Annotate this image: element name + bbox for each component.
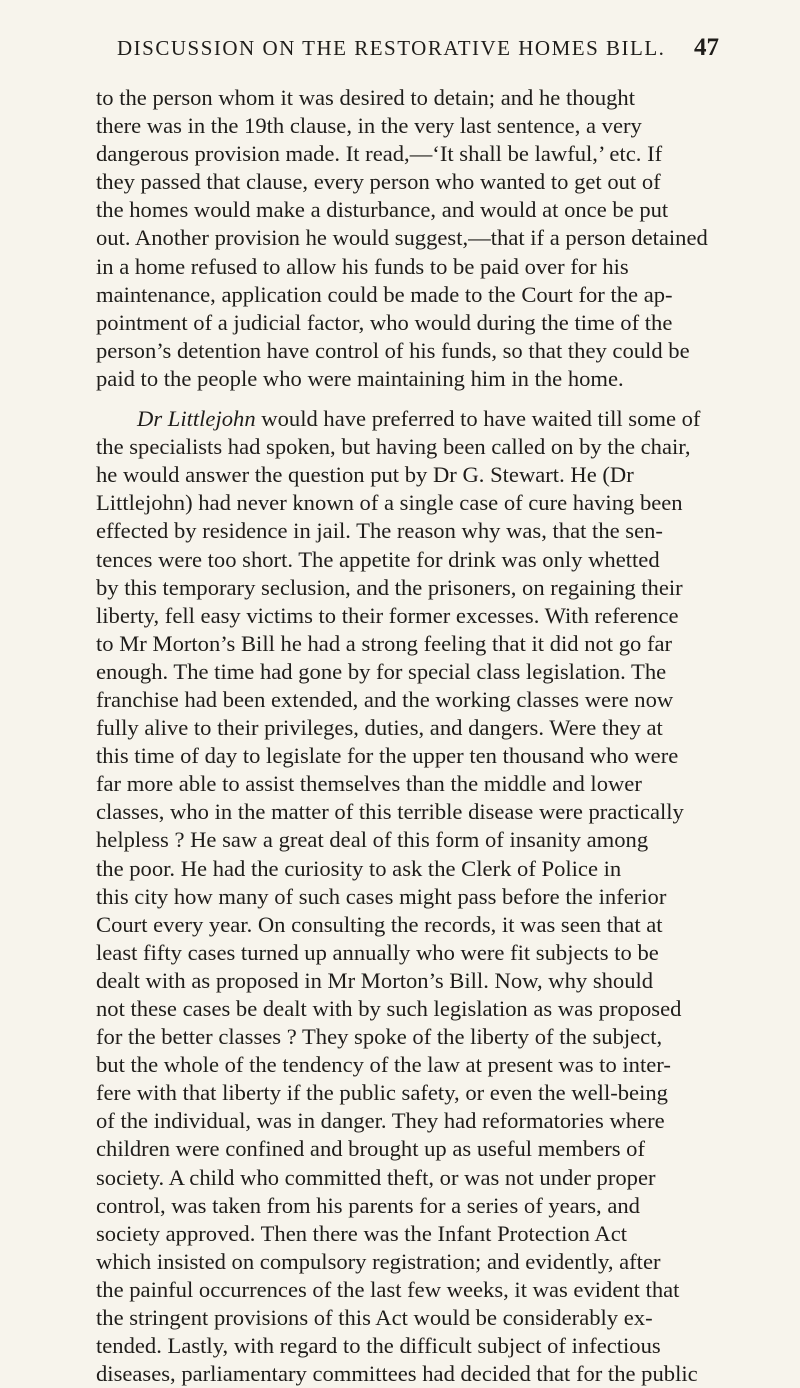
text-line: the poor. He had the curiosity to ask the Clerk of Police in xyxy=(96,855,622,881)
text-line: the homes would make a disturbance, and would at once be put xyxy=(96,197,669,223)
text-line: out. Another provision he would suggest,—that if a person detained xyxy=(96,225,708,251)
paragraph-first-line xyxy=(96,405,715,433)
text-line: for the better classes ? They spoke of the liberty of the subject, xyxy=(96,1024,663,1050)
text-line: to the person whom it was desired to detain; and he thought xyxy=(96,85,636,110)
text-line: dealt with as proposed in Mr Morton’s Bill. Now, why should xyxy=(96,967,654,993)
text-line: children were confined and brought up as useful members of xyxy=(96,1136,645,1162)
text-line: least fifty cases turned up annually who were fit subjects to be xyxy=(96,939,659,965)
text-line: far more able to assist themselves than the middle and lower xyxy=(96,771,642,797)
text-line: there was in the 19th clause, in the very last sentence, a very xyxy=(96,113,642,139)
text-line: not these cases be dealt with by such legislation as was proposed xyxy=(96,996,682,1021)
text-line: in a home refused to allow his funds to be paid over for his xyxy=(96,253,629,279)
text-line: person’s detention have control of his funds, so that they could be xyxy=(96,337,690,363)
paragraph-continued xyxy=(96,84,715,393)
text-line: classes, who in the matter of this terrible disease were practically xyxy=(96,799,684,825)
text-line: Court every year. On consulting the records, it was seen that at xyxy=(96,911,663,937)
text-line: Littlejohn) had never known of a single case of cure having been xyxy=(96,490,683,516)
text-line: pointment of a judicial factor, who would during the time of the xyxy=(96,309,673,335)
speaker-name: Dr Littlejohn xyxy=(137,406,256,432)
text-line: the specialists had spoken, but having been called on by the chair, xyxy=(96,434,691,460)
text-line: effected by residence in jail. The reason why was, that the sen- xyxy=(96,518,663,544)
text-line: control, was taken from his parents for a series of years, and xyxy=(96,1192,640,1218)
text-line: diseases, parliamentary committees had decided that for the public xyxy=(96,1361,698,1387)
page-number: 47 xyxy=(694,34,719,61)
text-line: this time of day to legislate for the upper ten thousand who were xyxy=(96,743,679,769)
text-line: maintenance, application could be made to the Court for the ap- xyxy=(96,281,673,307)
text-line: helpless ? He saw a great deal of this form of insanity among xyxy=(96,827,649,853)
text-line: by this temporary seclusion, and the prisoners, on regaining their xyxy=(96,574,683,600)
text-line: dangerous provision made. It read,—‘It shall be lawful,’ etc. If xyxy=(96,141,663,167)
text-line: fully alive to their privileges, duties, and dangers. Were they at xyxy=(96,715,663,741)
text-line: franchise had been extended, and the working classes were now xyxy=(96,686,674,712)
text-line: but the whole of the tendency of the law at present was to inter- xyxy=(96,1052,671,1078)
text-line: they passed that clause, every person who wanted to get out of xyxy=(96,169,661,195)
text-line: paid to the people who were maintaining him in the home. xyxy=(96,365,624,391)
text-line: society. A child who committed theft, or was not under proper xyxy=(96,1164,656,1190)
first-line-text: would have preferred to have waited till some of xyxy=(255,406,701,432)
text-line: the stringent provisions of this Act would be considerably ex- xyxy=(96,1305,653,1331)
text-line: liberty, fell easy victims to their former excesses. With reference xyxy=(96,602,679,628)
body-text xyxy=(96,84,715,1388)
text-line: enough. The time had gone by for special class legislation. The xyxy=(96,658,667,684)
text-line: this city how many of such cases might pass before the inferior xyxy=(96,883,667,909)
running-head xyxy=(95,30,719,64)
running-title: DISCUSSION ON THE RESTORATIVE HOMES BILL. xyxy=(117,36,666,60)
text-line: society approved. Then there was the Infant Protection Act xyxy=(96,1220,627,1246)
text-line: the painful occurrences of the last few weeks, it was evident that xyxy=(96,1276,680,1302)
text-line: tended. Lastly, with regard to the difficult subject of infectious xyxy=(96,1333,661,1359)
text-line: to Mr Morton’s Bill he had a strong feeling that it did not go far xyxy=(96,630,673,656)
text-line: he would answer the question put by Dr G. Stewart. He (Dr xyxy=(96,462,634,488)
text-line: fere with that liberty if the public safety, or even the well-being xyxy=(96,1080,668,1106)
paragraph-spacer xyxy=(96,393,715,405)
text-line: which insisted on compulsory registration; and evidently, after xyxy=(96,1248,661,1274)
paragraph-littlejohn xyxy=(96,405,715,1388)
text-line: tences were too short. The appetite for drink was only whetted xyxy=(96,546,660,572)
text-line: of the individual, was in danger. They had reformatories where xyxy=(96,1108,665,1134)
